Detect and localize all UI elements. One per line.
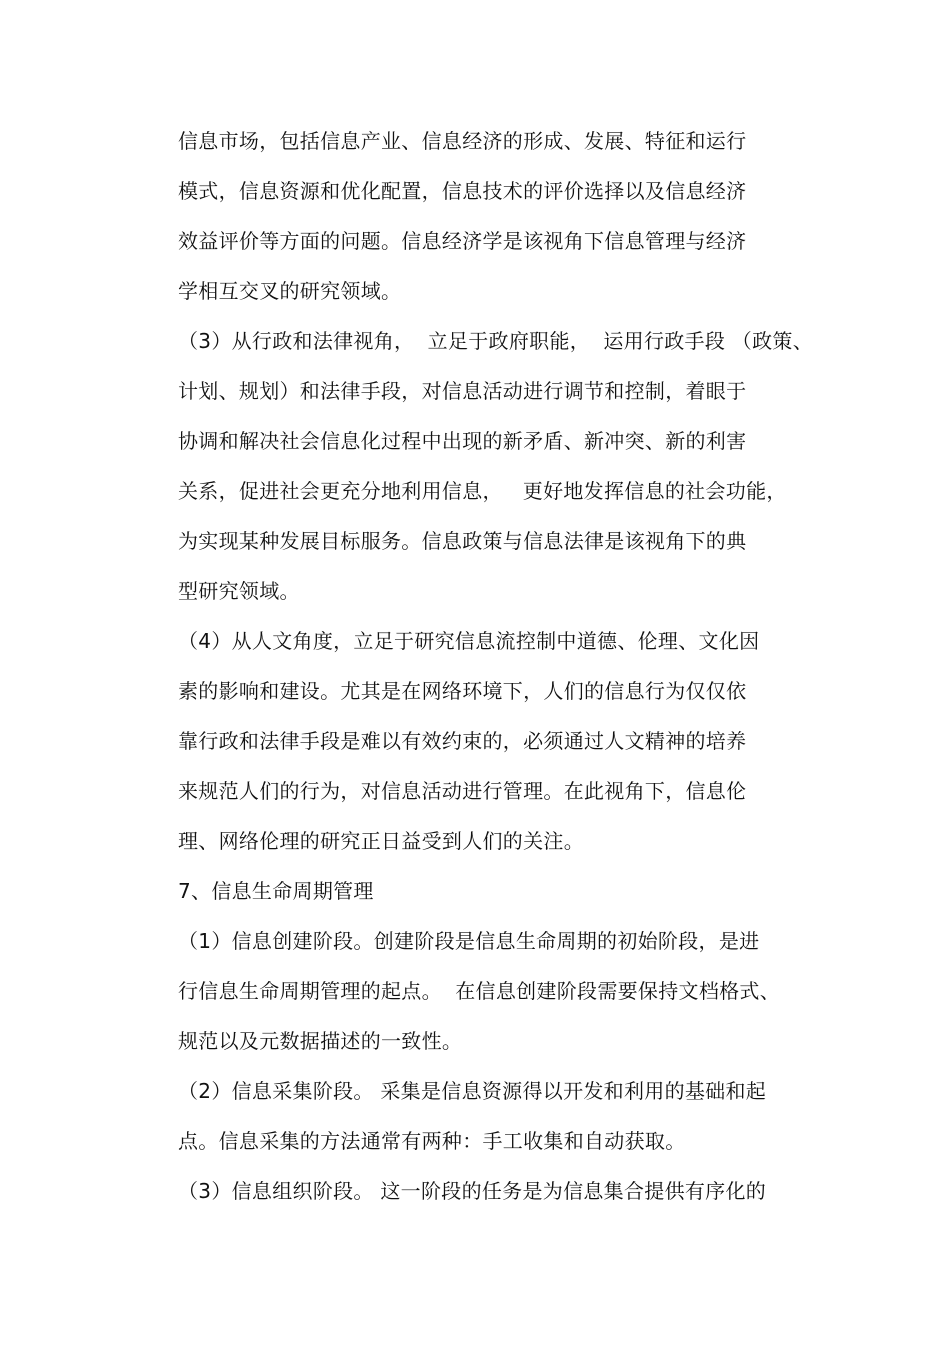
section-heading: 7、信息生命周期管理 [178, 879, 374, 903]
text-line: 计划、规划）和法律手段，对信息活动进行调节和控制，着眼于 [178, 379, 747, 403]
text-line: 协调和解决社会信息化过程中出现的新矛盾、新冲突、新的利害 [178, 429, 747, 453]
text-line: （2）信息采集阶段。 采集是信息资源得以开发和利用的基础和起 [178, 1079, 767, 1103]
text-line: 效益评价等方面的问题。信息经济学是该视角下信息管理与经济 [178, 229, 747, 253]
text-line: 点。信息采集的方法通常有两种：手工收集和自动获取。 [178, 1129, 686, 1153]
text-line: （1）信息创建阶段。创建阶段是信息生命周期的初始阶段，是进 [178, 929, 760, 953]
text-line: 关系，促进社会更充分地利用信息， 更好地发挥信息的社会功能， [178, 479, 787, 503]
text-line: （3）信息组织阶段。 这一阶段的任务是为信息集合提供有序化的 [178, 1179, 767, 1203]
text-line: 模式，信息资源和优化配置，信息技术的评价选择以及信息经济 [178, 179, 747, 203]
text-line: 学相互交叉的研究领域。 [178, 279, 402, 303]
text-line: 来规范人们的行为，对信息活动进行管理。在此视角下，信息伦 [178, 779, 747, 803]
text-line: 理、网络伦理的研究正日益受到人们的关注。 [178, 829, 584, 853]
text-line: 信息市场，包括信息产业、信息经济的形成、发展、特征和运行 [178, 129, 747, 153]
text-line: 型研究领域。 [178, 579, 300, 603]
text-line: （3）从行政和法律视角， 立足于政府职能， 运用行政手段 （政策、 [178, 329, 814, 353]
text-line: 行信息生命周期管理的起点。 在信息创建阶段需要保持文档格式、 [178, 979, 781, 1003]
text-line: （4）从人文角度，立足于研究信息流控制中道德、伦理、文化因 [178, 629, 760, 653]
text-line: 素的影响和建设。尤其是在网络环境下，人们的信息行为仅仅依 [178, 679, 747, 703]
text-line: 为实现某种发展目标服务。信息政策与信息法律是该视角下的典 [178, 529, 747, 553]
text-line: 规范以及元数据描述的一致性。 [178, 1029, 463, 1053]
text-line: 靠行政和法律手段是难以有效约束的，必须通过人文精神的培养 [178, 729, 747, 753]
